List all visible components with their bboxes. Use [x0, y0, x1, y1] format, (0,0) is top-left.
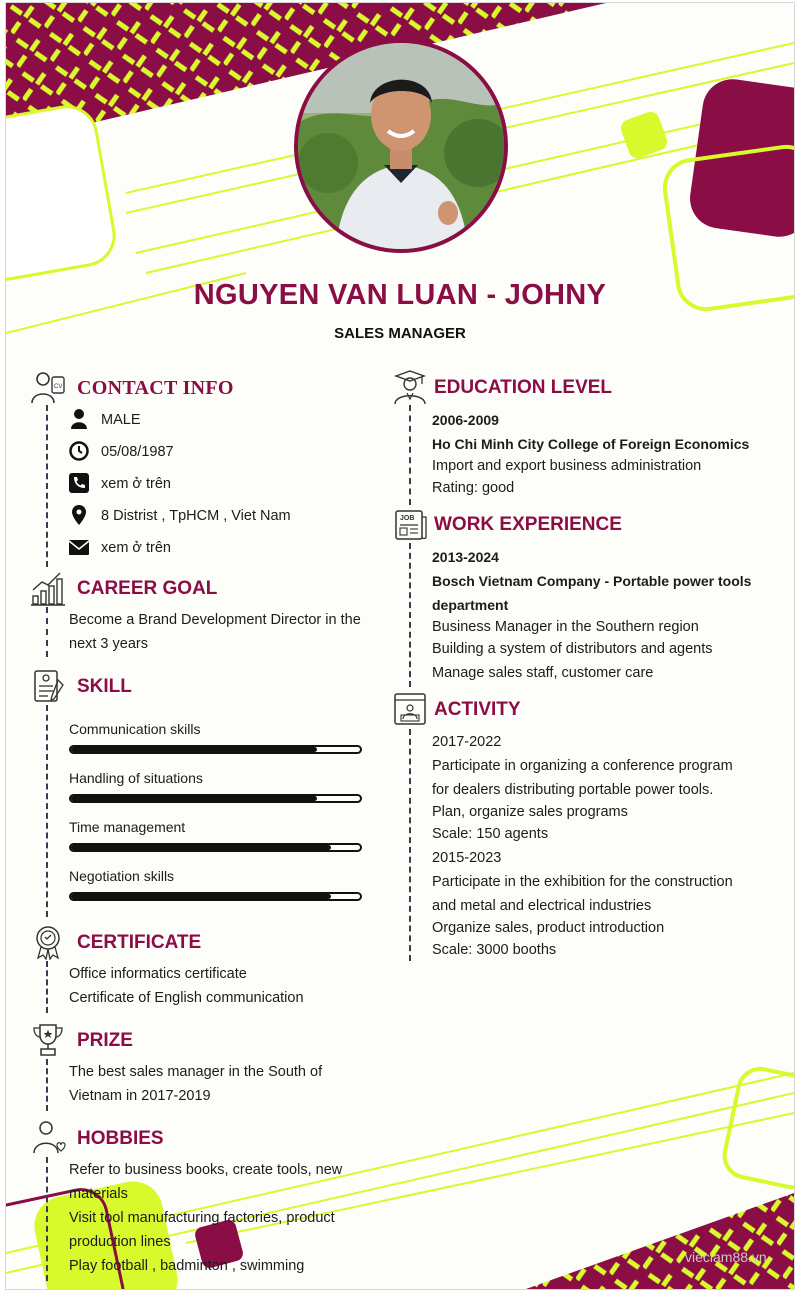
- timeline-line-education: [409, 405, 411, 505]
- skill-bar: [69, 843, 362, 852]
- skill-bar: [69, 745, 362, 754]
- work-duty: Manage sales staff, customer care: [432, 665, 654, 681]
- location-pin-icon: [68, 504, 90, 526]
- skill-bar-fill: [71, 747, 317, 752]
- contact-email: xem ở trên: [101, 540, 171, 556]
- work-duty: Business Manager in the Southern region: [432, 619, 699, 635]
- cv-user-icon: [30, 369, 66, 405]
- timeline-line-hobbies: [46, 1157, 48, 1281]
- activity-line: Plan, organize sales programs: [432, 804, 628, 820]
- contact-info-heading: CONTACT INFO: [77, 377, 234, 399]
- education-period: 2006-2009: [432, 412, 499, 428]
- timeline-line-prize: [46, 1059, 48, 1111]
- watermark: vieclam88.vn: [685, 1249, 767, 1265]
- timeline-line-work: [409, 543, 411, 687]
- profile-photo: [294, 39, 508, 253]
- skill-document-icon: [30, 668, 66, 704]
- hobby-line: Refer to business books, create tools, new: [69, 1162, 343, 1178]
- education-school: Ho Chi Minh City College of Foreign Economics: [432, 436, 750, 452]
- svg-text:JOB: JOB: [400, 515, 415, 522]
- timeline-line-skill: [46, 705, 48, 917]
- trophy-icon: [30, 1022, 66, 1058]
- activity-line: Scale: 3000 booths: [432, 942, 557, 958]
- work-period: 2013-2024: [432, 549, 499, 565]
- activity-line: and metal and electrical industries: [432, 898, 652, 914]
- resume-page: [5, 2, 795, 1290]
- contact-gender: MALE: [101, 412, 141, 428]
- contact-birthdate: 05/08/1987: [101, 444, 174, 460]
- education-major: Import and export business administration: [432, 458, 702, 474]
- activity-line: Scale: 150 agents: [432, 826, 549, 842]
- candidate-name: NGUYEN VAN LUAN - JOHNY: [193, 279, 607, 311]
- career-goal-heading: CAREER GOAL: [77, 578, 218, 599]
- timeline-line-cert: [46, 961, 48, 1013]
- skill-bar-fill: [71, 894, 331, 899]
- skill-bar: [69, 794, 362, 803]
- activity-line: Organize sales, product introduction: [432, 920, 665, 936]
- certificate-item: Certificate of English communication: [69, 990, 304, 1006]
- activity-heading: ACTIVITY: [434, 699, 521, 720]
- work-duty: Building a system of distributors and agents: [432, 641, 713, 657]
- work-company-cont: department: [432, 597, 509, 613]
- contact-phone: xem ở trên: [101, 476, 171, 492]
- phone-icon: [68, 472, 90, 494]
- graduate-icon: [392, 369, 428, 405]
- activity-line: Participate in the exhibition for the construction: [432, 874, 733, 890]
- portrait-image: [298, 43, 504, 249]
- prize-heading: PRIZE: [77, 1030, 133, 1051]
- work-company: Bosch Vietnam Company - Portable power tools: [432, 573, 752, 589]
- activity-line: 2015-2023: [432, 850, 502, 866]
- job-title: SALES MANAGER: [334, 325, 466, 342]
- career-goal-line-1: Become a Brand Development Director in the: [69, 612, 361, 628]
- education-rating: Rating: good: [432, 480, 515, 496]
- skill-bar-fill: [71, 796, 317, 801]
- work-heading: WORK EXPERIENCE: [434, 514, 622, 535]
- skill-name: Negotiation skills: [69, 868, 175, 884]
- activity-browser-icon: [392, 691, 428, 727]
- education-heading: EDUCATION LEVEL: [434, 377, 613, 398]
- growth-chart-icon: [30, 570, 66, 606]
- job-newspaper-icon: [392, 507, 428, 543]
- hobby-line: Play football , badminton , swimming: [69, 1258, 305, 1274]
- skill-name: Communication skills: [69, 721, 201, 737]
- user-icon: [68, 408, 90, 430]
- svg-text:CV: CV: [54, 384, 63, 390]
- certificate-badge-icon: [30, 924, 66, 960]
- timeline-line-contact: [46, 405, 48, 567]
- contact-address: 8 Distrist , TpHCM , Viet Nam: [101, 508, 291, 524]
- hobby-line: production lines: [69, 1234, 171, 1250]
- activity-line: for dealers distributing portable power tools.: [432, 782, 714, 798]
- certificate-heading: CERTIFICATE: [77, 932, 202, 953]
- hobbies-heading: HOBBIES: [77, 1128, 164, 1149]
- activity-line: 2017-2022: [432, 734, 502, 750]
- activity-line: Participate in organizing a conference program: [432, 758, 733, 774]
- career-goal-line-2: next 3 years: [69, 636, 148, 652]
- skill-bar-fill: [71, 845, 331, 850]
- clock-icon: [68, 440, 90, 462]
- hobby-line: materials: [69, 1186, 128, 1202]
- timeline-line-activity: [409, 729, 411, 961]
- skill-name: Time management: [69, 819, 186, 835]
- person-heart-icon: [30, 1119, 66, 1155]
- envelope-icon: [68, 536, 90, 558]
- skill-bar: [69, 892, 362, 901]
- skill-name: Handling of situations: [69, 770, 203, 786]
- prize-line-1: The best sales manager in the South of: [69, 1064, 323, 1080]
- skill-heading: SKILL: [77, 676, 132, 697]
- timeline-line-goal: [46, 607, 48, 657]
- certificate-item: Office informatics certificate: [69, 966, 247, 982]
- hobby-line: Visit tool manufacturing factories, product: [69, 1210, 335, 1226]
- prize-line-2: Vietnam in 2017-2019: [69, 1088, 211, 1104]
